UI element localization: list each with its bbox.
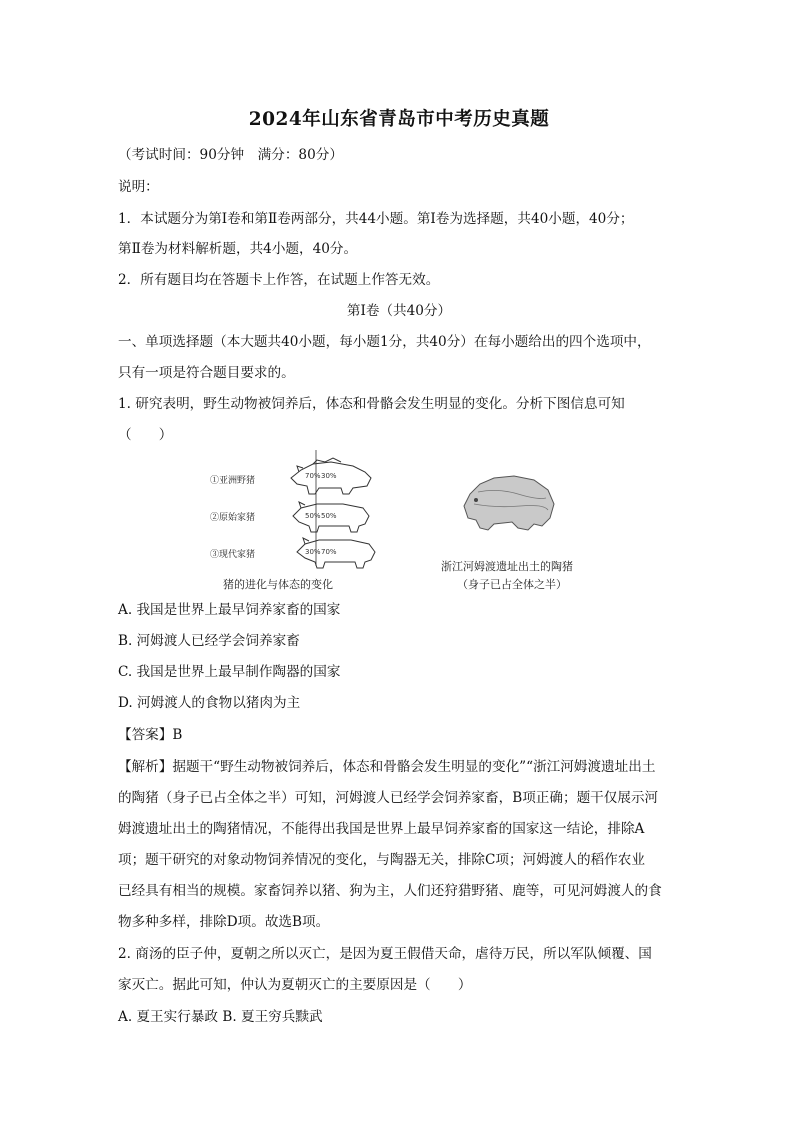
q1-option-d: D. 河姆渡人的食物以猪肉为主 bbox=[118, 695, 301, 711]
pig-evolution-drawing bbox=[213, 448, 383, 578]
pig1-back-pct: 30% bbox=[321, 472, 337, 480]
pig2-label: ②原始家猪 bbox=[210, 513, 256, 523]
q1-answer: 【答案】B bbox=[118, 727, 183, 743]
instructions-heading: 说明： bbox=[118, 179, 159, 195]
page-title: 2024年山东省青岛市中考历史真题 bbox=[248, 109, 550, 130]
part-intro-cont: 只有一项是符合题目要求的。 bbox=[118, 365, 295, 381]
pig2-back-pct: 50% bbox=[321, 512, 337, 520]
instruction-item-1: 1．本试题分为第Ⅰ卷和第Ⅱ卷两部分，共44小题。第Ⅰ卷为选择题，共40小题，40分； bbox=[118, 211, 634, 227]
q1-stem-blank: （ ） bbox=[118, 427, 173, 443]
part-intro: 一、单项选择题（本大题共40小题，每小题1分，共40分）在每小题给出的四个选项中， bbox=[118, 334, 651, 350]
section-title: 第Ⅰ卷（共40分） bbox=[346, 303, 452, 319]
pig3-back-pct: 70% bbox=[321, 548, 337, 556]
q1-option-b: B. 河姆渡人已经学会饲养家畜 bbox=[118, 633, 300, 649]
pig1-front-pct: 70% bbox=[305, 472, 321, 480]
q1-analysis-line: 项；题干研究的对象动物饲养情况的变化，与陶器无关，排除C项；河姆渡人的稻作农业 bbox=[118, 852, 645, 868]
right-figure-caption: 浙江河姆渡遗址出土的陶猪 bbox=[441, 560, 573, 573]
q1-analysis-line: 的陶猪（身子已占全体之半）可知，河姆渡人已经学会饲养家畜，B项正确；题干仅展示河 bbox=[118, 790, 659, 806]
q1-analysis-line: 物多种多样，排除D项。故选B项。 bbox=[118, 914, 330, 930]
q1-analysis-line: 已经具有相当的规模。家畜饲养以猪、狗为主，人们还狩猎野猪、鹿等，可见河姆渡人的食 bbox=[118, 883, 662, 899]
q1-analysis-line: 姆渡遗址出土的陶猪情况，不能得出我国是世界上最早饲养家畜的国家这一结论，排除A bbox=[118, 821, 645, 837]
exam-info: （考试时间：90分钟 满分：80分） bbox=[118, 147, 343, 163]
q1-option-a: A. 我国是世界上最早饲养家畜的国家 bbox=[118, 602, 341, 618]
right-figure-caption-note: （身子已占全体之半） bbox=[457, 578, 567, 591]
q2-options: A. 夏王实行暴政 B. 夏王穷兵黩武 bbox=[118, 1009, 323, 1025]
q1-figure bbox=[203, 448, 683, 598]
pig2-front-pct: 50% bbox=[305, 512, 321, 520]
pottery-pig-icon bbox=[458, 458, 558, 543]
pig3-front-pct: 30% bbox=[305, 548, 321, 556]
pig3-label: ③现代家猪 bbox=[210, 550, 256, 560]
instruction-item-2: 2．所有题目均在答题卡上作答，在试题上作答无效。 bbox=[118, 272, 440, 288]
q2-stem: 2. 商汤的臣子仲，夏朝之所以灭亡，是因为夏王假借天命，虐待万民，所以军队倾覆、国 bbox=[118, 946, 652, 962]
q1-option-c: C. 我国是世界上最早制作陶器的国家 bbox=[118, 664, 341, 680]
q1-stem: 1. 研究表明，野生动物被饲养后，体态和骨骼会发生明显的变化。分析下图信息可知 bbox=[118, 396, 625, 412]
pig1-label: ①亚洲野猪 bbox=[210, 476, 256, 486]
left-figure-caption: 猪的进化与体态的变化 bbox=[223, 578, 333, 591]
q2-stem-cont: 家灭亡。据此可知，仲认为夏朝灭亡的主要原因是（ ） bbox=[118, 977, 472, 993]
q1-analysis-line: 【解析】据题干“野生动物被饲养后，体态和骨骼会发生明显的变化”“浙江河姆渡遗址出土 bbox=[118, 759, 656, 775]
instruction-item-1-cont: 第Ⅱ卷为材料解析题，共4小题，40分。 bbox=[118, 241, 358, 257]
